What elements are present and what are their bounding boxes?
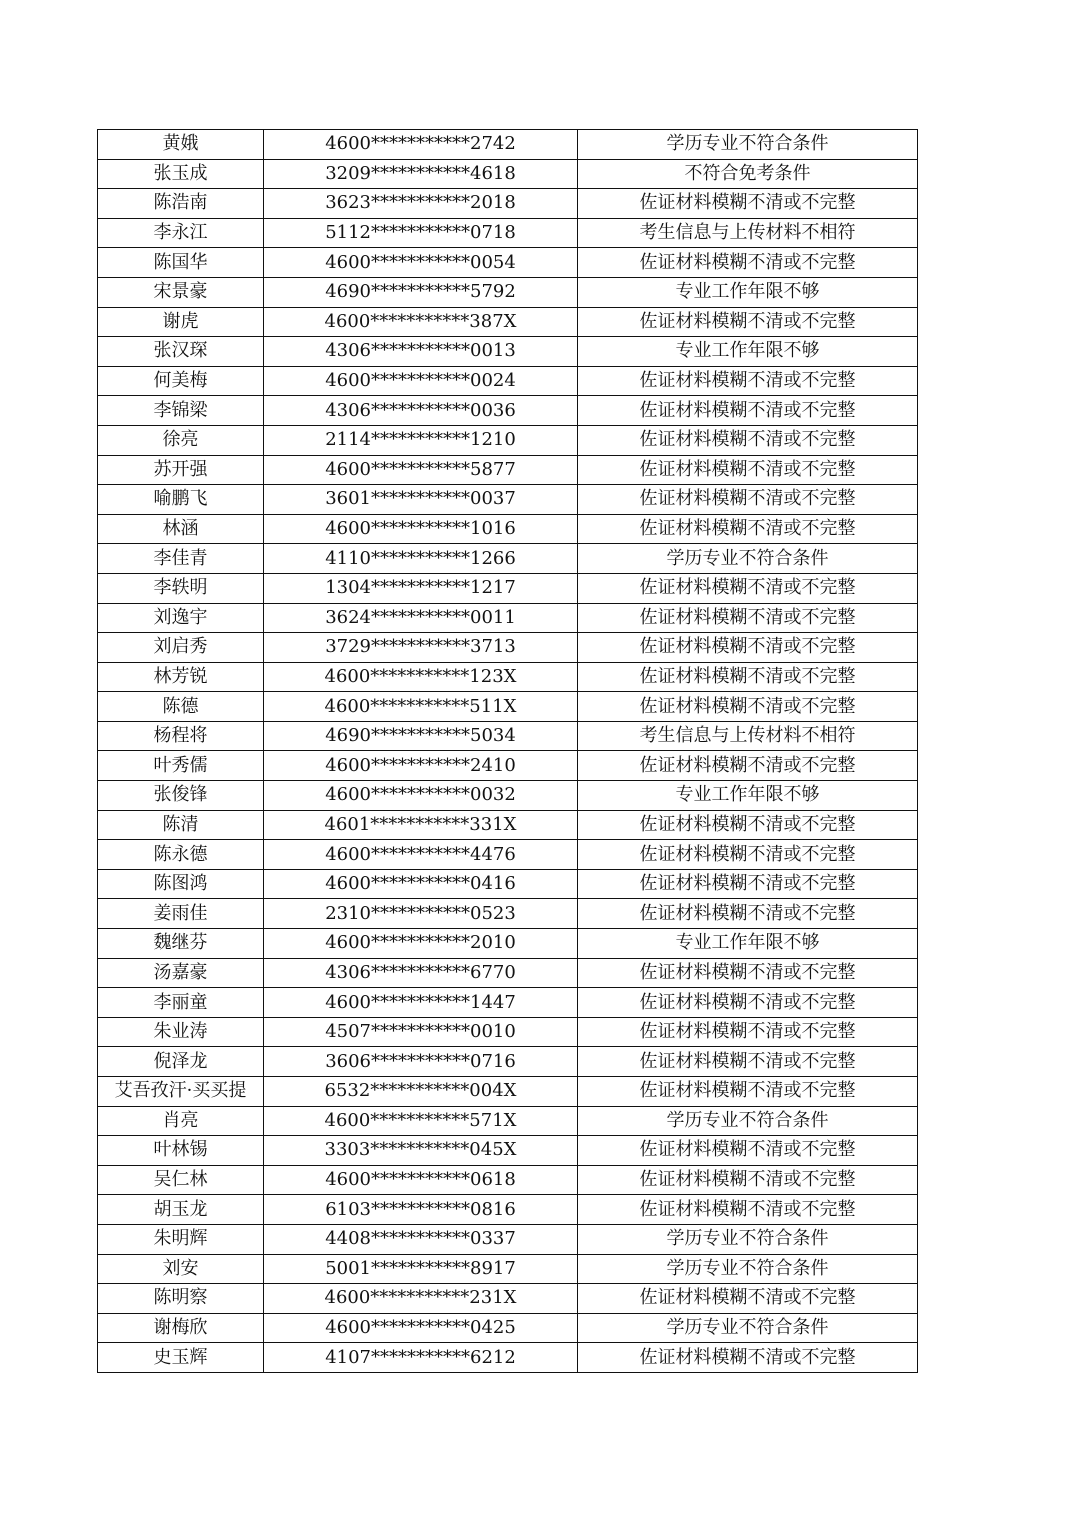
applicant-name-cell: 吴仁林 — [98, 1165, 264, 1195]
table-row — [98, 1017, 918, 1047]
table-row — [98, 277, 918, 307]
rejection-reason-cell: 考生信息与上传材料不相符 — [578, 218, 918, 248]
id-number-cell: 4600***********0416 — [264, 869, 578, 899]
id-number-cell: 4507***********0010 — [264, 1017, 578, 1047]
rejection-reason-cell: 佐证材料模糊不清或不完整 — [578, 692, 918, 722]
id-number-cell: 2114***********1210 — [264, 425, 578, 455]
rejection-reason-cell: 佐证材料模糊不清或不完整 — [578, 514, 918, 544]
id-number-cell: 4306***********6770 — [264, 958, 578, 988]
id-number-cell: 4601***********331X — [264, 810, 578, 840]
rejection-reason-cell: 佐证材料模糊不清或不完整 — [578, 1136, 918, 1166]
rejection-reason-cell: 佐证材料模糊不清或不完整 — [578, 307, 918, 337]
id-number-cell: 2310***********0523 — [264, 899, 578, 929]
rejection-reason-cell: 专业工作年限不够 — [578, 277, 918, 307]
applicant-name-cell: 林涵 — [98, 514, 264, 544]
rejection-reason-cell: 学历专业不符合条件 — [578, 1224, 918, 1254]
id-number-cell: 4107***********6212 — [264, 1343, 578, 1373]
rejection-reason-cell: 佐证材料模糊不清或不完整 — [578, 810, 918, 840]
applicant-name-cell: 李轶明 — [98, 573, 264, 603]
rejection-reason-cell: 不符合免考条件 — [578, 159, 918, 189]
applicant-name-cell: 陈清 — [98, 810, 264, 840]
id-number-cell: 3209***********4618 — [264, 159, 578, 189]
id-number-cell: 4306***********0036 — [264, 396, 578, 426]
applicant-name-cell: 李佳青 — [98, 544, 264, 574]
id-number-cell: 4600***********0024 — [264, 366, 578, 396]
table-row — [98, 781, 918, 811]
applicant-name-cell: 朱明辉 — [98, 1224, 264, 1254]
table-row — [98, 840, 918, 870]
table-row — [98, 1313, 918, 1343]
rejection-reason-cell: 佐证材料模糊不清或不完整 — [578, 396, 918, 426]
applicant-name-cell: 叶林锡 — [98, 1136, 264, 1166]
rejection-reason-cell: 佐证材料模糊不清或不完整 — [578, 751, 918, 781]
applicant-name-cell: 叶秀儒 — [98, 751, 264, 781]
table-row — [98, 1254, 918, 1284]
id-number-cell: 4408***********0337 — [264, 1224, 578, 1254]
rejection-reason-cell: 佐证材料模糊不清或不完整 — [578, 1077, 918, 1107]
applicant-name-cell: 黄娥 — [98, 130, 264, 160]
id-number-cell: 1304***********1217 — [264, 573, 578, 603]
rejection-reason-cell: 佐证材料模糊不清或不完整 — [578, 662, 918, 692]
applicant-name-cell: 陈国华 — [98, 248, 264, 278]
applicant-name-cell: 胡玉龙 — [98, 1195, 264, 1225]
id-number-cell: 6103***********0816 — [264, 1195, 578, 1225]
table-row — [98, 544, 918, 574]
rejection-reason-cell: 佐证材料模糊不清或不完整 — [578, 485, 918, 515]
applicant-name-cell: 陈图鸿 — [98, 869, 264, 899]
table-row — [98, 988, 918, 1018]
id-number-cell: 4110***********1266 — [264, 544, 578, 574]
applicant-name-cell: 喻鹏飞 — [98, 485, 264, 515]
rejection-reason-cell: 佐证材料模糊不清或不完整 — [578, 248, 918, 278]
applicant-name-cell: 姜雨佳 — [98, 899, 264, 929]
id-number-cell: 4600***********231X — [264, 1284, 578, 1314]
table-row — [98, 218, 918, 248]
table-row — [98, 958, 918, 988]
rejection-table — [97, 129, 918, 1373]
rejection-reason-cell: 佐证材料模糊不清或不完整 — [578, 366, 918, 396]
id-number-cell: 4600***********0032 — [264, 781, 578, 811]
id-number-cell: 4690***********5034 — [264, 721, 578, 751]
applicant-name-cell: 李永江 — [98, 218, 264, 248]
applicant-name-cell: 倪泽龙 — [98, 1047, 264, 1077]
table-row — [98, 307, 918, 337]
id-number-cell: 3624***********0011 — [264, 603, 578, 633]
table-row — [98, 1284, 918, 1314]
rejection-reason-cell: 佐证材料模糊不清或不完整 — [578, 189, 918, 219]
rejection-reason-cell: 佐证材料模糊不清或不完整 — [578, 455, 918, 485]
table-row — [98, 337, 918, 367]
id-number-cell: 4600***********1016 — [264, 514, 578, 544]
id-number-cell: 3623***********2018 — [264, 189, 578, 219]
applicant-name-cell: 艾吾孜汗·买买提 — [98, 1077, 264, 1107]
id-number-cell: 4600***********2410 — [264, 751, 578, 781]
id-number-cell: 3601***********0037 — [264, 485, 578, 515]
applicant-name-cell: 苏开强 — [98, 455, 264, 485]
rejection-reason-cell: 学历专业不符合条件 — [578, 130, 918, 160]
applicant-name-cell: 谢虎 — [98, 307, 264, 337]
id-number-cell: 3303***********045X — [264, 1136, 578, 1166]
applicant-name-cell: 何美梅 — [98, 366, 264, 396]
table-row — [98, 810, 918, 840]
applicant-name-cell: 谢梅欣 — [98, 1313, 264, 1343]
table-row — [98, 485, 918, 515]
table-row — [98, 1106, 918, 1136]
table-row — [98, 1047, 918, 1077]
table-row — [98, 721, 918, 751]
id-number-cell: 3606***********0716 — [264, 1047, 578, 1077]
rejection-reason-cell: 学历专业不符合条件 — [578, 1313, 918, 1343]
rejection-reason-cell: 佐证材料模糊不清或不完整 — [578, 573, 918, 603]
applicant-name-cell: 林芳锐 — [98, 662, 264, 692]
rejection-reason-cell: 佐证材料模糊不清或不完整 — [578, 899, 918, 929]
table-row — [98, 1165, 918, 1195]
table-row — [98, 662, 918, 692]
rejection-table-body — [98, 130, 918, 1373]
id-number-cell: 4600***********387X — [264, 307, 578, 337]
rejection-reason-cell: 佐证材料模糊不清或不完整 — [578, 1017, 918, 1047]
table-row — [98, 633, 918, 663]
table-row — [98, 929, 918, 959]
id-number-cell: 4600***********2010 — [264, 929, 578, 959]
applicant-name-cell: 汤嘉豪 — [98, 958, 264, 988]
applicant-name-cell: 陈永德 — [98, 840, 264, 870]
rejection-reason-cell: 学历专业不符合条件 — [578, 1254, 918, 1284]
applicant-name-cell: 徐亮 — [98, 425, 264, 455]
id-number-cell: 4600***********0425 — [264, 1313, 578, 1343]
rejection-reason-cell: 佐证材料模糊不清或不完整 — [578, 1284, 918, 1314]
rejection-reason-cell: 学历专业不符合条件 — [578, 544, 918, 574]
table-row — [98, 1224, 918, 1254]
rejection-reason-cell: 佐证材料模糊不清或不完整 — [578, 1343, 918, 1373]
applicant-name-cell: 李丽童 — [98, 988, 264, 1018]
id-number-cell: 4600***********1447 — [264, 988, 578, 1018]
rejection-reason-cell: 考生信息与上传材料不相符 — [578, 721, 918, 751]
rejection-reason-cell: 佐证材料模糊不清或不完整 — [578, 958, 918, 988]
rejection-reason-cell: 佐证材料模糊不清或不完整 — [578, 1047, 918, 1077]
rejection-reason-cell: 佐证材料模糊不清或不完整 — [578, 633, 918, 663]
applicant-name-cell: 李锦梁 — [98, 396, 264, 426]
id-number-cell: 6532***********004X — [264, 1077, 578, 1107]
rejection-reason-cell: 佐证材料模糊不清或不完整 — [578, 840, 918, 870]
rejection-reason-cell: 佐证材料模糊不清或不完整 — [578, 603, 918, 633]
applicant-name-cell: 魏继芬 — [98, 929, 264, 959]
table-row — [98, 692, 918, 722]
applicant-name-cell: 宋景豪 — [98, 277, 264, 307]
rejection-reason-cell: 专业工作年限不够 — [578, 929, 918, 959]
rejection-reason-cell: 佐证材料模糊不清或不完整 — [578, 1195, 918, 1225]
id-number-cell: 4600***********0054 — [264, 248, 578, 278]
table-row — [98, 425, 918, 455]
table-row — [98, 603, 918, 633]
table-row — [98, 1077, 918, 1107]
id-number-cell: 4690***********5792 — [264, 277, 578, 307]
id-number-cell: 4600***********5877 — [264, 455, 578, 485]
table-row — [98, 455, 918, 485]
id-number-cell: 4600***********571X — [264, 1106, 578, 1136]
table-row — [98, 130, 918, 160]
id-number-cell: 4600***********4476 — [264, 840, 578, 870]
table-row — [98, 514, 918, 544]
table-row — [98, 159, 918, 189]
id-number-cell: 4306***********0013 — [264, 337, 578, 367]
applicant-name-cell: 刘逸宇 — [98, 603, 264, 633]
rejection-reason-cell: 学历专业不符合条件 — [578, 1106, 918, 1136]
applicant-name-cell: 张玉成 — [98, 159, 264, 189]
table-row — [98, 1136, 918, 1166]
id-number-cell: 4600***********0618 — [264, 1165, 578, 1195]
applicant-name-cell: 刘安 — [98, 1254, 264, 1284]
table-row — [98, 1343, 918, 1373]
table-row — [98, 189, 918, 219]
table-row — [98, 1195, 918, 1225]
rejection-reason-cell: 佐证材料模糊不清或不完整 — [578, 869, 918, 899]
applicant-name-cell: 张汉琛 — [98, 337, 264, 367]
rejection-reason-cell: 专业工作年限不够 — [578, 337, 918, 367]
applicant-name-cell: 张俊锋 — [98, 781, 264, 811]
applicant-name-cell: 史玉辉 — [98, 1343, 264, 1373]
table-row — [98, 248, 918, 278]
applicant-name-cell: 陈浩南 — [98, 189, 264, 219]
table-row — [98, 396, 918, 426]
table-row — [98, 899, 918, 929]
table-row — [98, 573, 918, 603]
id-number-cell: 5001***********8917 — [264, 1254, 578, 1284]
id-number-cell: 5112***********0718 — [264, 218, 578, 248]
id-number-cell: 4600***********2742 — [264, 130, 578, 160]
table-row — [98, 751, 918, 781]
table-row — [98, 869, 918, 899]
rejection-reason-cell: 专业工作年限不够 — [578, 781, 918, 811]
rejection-reason-cell: 佐证材料模糊不清或不完整 — [578, 1165, 918, 1195]
table-row — [98, 366, 918, 396]
id-number-cell: 3729***********3713 — [264, 633, 578, 663]
applicant-name-cell: 陈德 — [98, 692, 264, 722]
rejection-reason-cell: 佐证材料模糊不清或不完整 — [578, 425, 918, 455]
applicant-name-cell: 刘启秀 — [98, 633, 264, 663]
applicant-name-cell: 杨程将 — [98, 721, 264, 751]
id-number-cell: 4600***********123X — [264, 662, 578, 692]
applicant-name-cell: 肖亮 — [98, 1106, 264, 1136]
rejection-reason-cell: 佐证材料模糊不清或不完整 — [578, 988, 918, 1018]
applicant-name-cell: 陈明察 — [98, 1284, 264, 1314]
applicant-name-cell: 朱业涛 — [98, 1017, 264, 1047]
id-number-cell: 4600***********511X — [264, 692, 578, 722]
